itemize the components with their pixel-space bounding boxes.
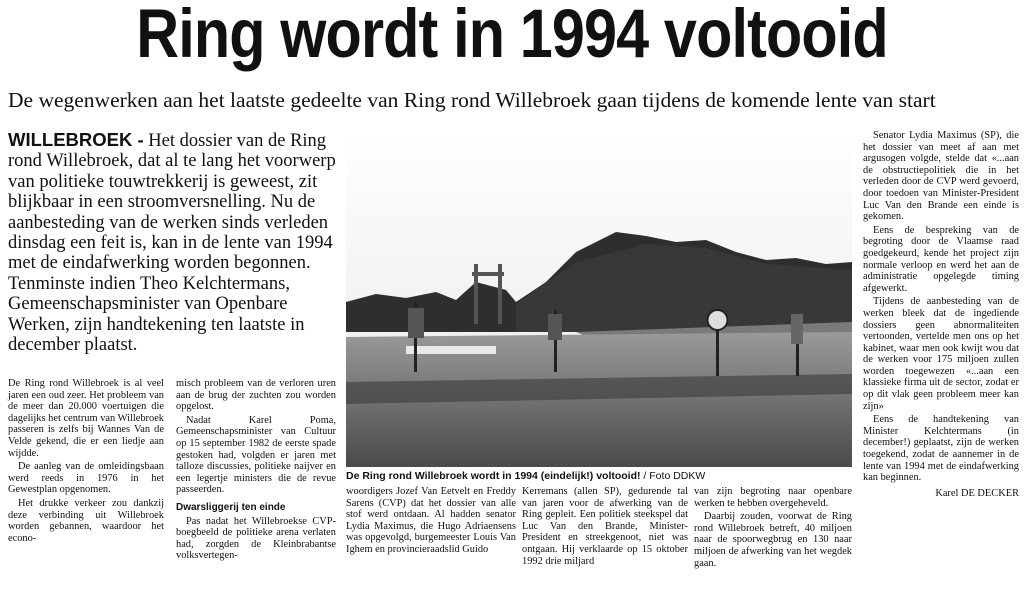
lead-text: Het dossier van de Ring rond Willebroek, dat al te lang het voorwerp van politieke touwtrekkerij is geweest, zit blijkbaar in een stroomversnelling. Nu de aanbesteding van de werken sinds verleden dinsdag een feit is, kan in de lente van 1994 met de eindafwerking worden begonnen. Tenminste indien Theo Kelchtermans, Gemeenschapsminister van Openbare Werken, zijn handtekening ten laatste in december plaatst. <box>8 131 336 356</box>
caption-credit: / Foto DDKW <box>640 470 706 482</box>
paragraph: Eens de handtekening van Minister Kelchtermans (in december!) geplaatst, zijn de werken toegekend, zodat de aannemer in de lente van 1994 met de eindafwerking kan beginnen. <box>863 414 1019 484</box>
photo-image <box>346 132 852 467</box>
paragraph: Het drukke verkeer zou dankzij deze verbinding uit Willebroek worden gebannen, waardoor het econo- <box>8 497 164 544</box>
photo-ring-road <box>346 132 852 467</box>
paragraph: Daarbij zouden, voorwat de Ring rond Willebroek betreft, 40 miljoen naar de spoorwegbrug en 130 naar miljoen de afwerking van het wegdek gaan. <box>694 511 852 569</box>
paragraph: misch probleem van de verloren uren aan de brug der zuchten zou worden opgelost. <box>176 378 336 413</box>
article-column-5 <box>694 486 852 571</box>
paragraph: Nadat Karel Poma, Gemeenschapsminister van Cultuur op 15 september 1982 de eerste spade gestoken had, volgden er jaren met talloze discussies, politieke naijver en een legertje ministers die de revue passeerden. <box>176 414 336 496</box>
paragraph: Kerremans (allen SP), gedurende tal van jaren voor de afwerking van de Ring gepleit. Een politiek steekspel dat Luc Van den Brande, Minister-President en streekgenoot, niet was ontgaan. Hij verklaarde op 15 oktober 1992 drie miljard <box>522 486 688 567</box>
byline: Karel DE DECKER <box>935 487 1019 499</box>
paragraph: Tijdens de aanbesteding van de werken bleek dat de ingediende dossiers geen abnormaliteiten vertoonden, vertelde men ons op het kabinet, waar men ook kwijt wou dat de werken voor 175 miljoen zullen worden toegewezen «...aan een klassieke firma uit de sector, zodat er op dit vlak geen probleem meer kan zijn» <box>863 296 1019 412</box>
caption-title: De Ring rond Willebroek wordt in 1994 (eindelijk!) voltooid! <box>346 470 641 482</box>
paragraph: woordigers Jozef Van Eetvelt en Freddy Sarens (CVP) dat het dossier van alle stof werd ontdaan. Al hadden senator Lydia Maximus, die Hugo Adriaensens was opgevolgd, burgemeester Louis Van Ighem en provincieraadslid Guido <box>346 486 516 555</box>
article-column-1 <box>8 378 164 546</box>
article-column-6 <box>863 130 1019 499</box>
lead-paragraph <box>8 130 338 355</box>
paragraph: De Ring rond Willebroek is al veel jaren een oud zeer. Het probleem van de meer dan 20.000 voertuigen die dagelijks het centrum van Willebroek passeren is zelfs bij Wannes Van de Velde gekend, die er een liedje aan wijdde. <box>8 378 164 459</box>
section-subheading: Dwarsliggerij ten einde <box>176 501 286 513</box>
paragraph: Pas nadat het Willebroekse CVP-boegbeeld de politieke arena verlaten had, zorgden de Kleinbrabantse volksvertegen- <box>176 515 336 562</box>
paragraph: van zijn begroting naar openbare werken te hebben overgeheveld. <box>694 486 852 509</box>
paragraph: Senator Lydia Maximus (SP), die het dossier van meet af aan met argusogen volgde, stelde dat «...aan de obstructiepolitiek die in het verleden door de CVP werd gevoerd, door toedoen van Minister-President Luc Van den Brande een einde is gekomen. <box>863 130 1019 223</box>
headline: Ring wordt in 1994 voltooid <box>136 0 888 72</box>
photo-caption <box>346 470 852 482</box>
dateline: WILLEBROEK - <box>8 129 144 150</box>
article-column-3 <box>346 486 516 558</box>
article-column-2 <box>176 378 336 564</box>
subheadline: De wegenwerken aan het laatste gedeelte van Ring rond Willebroek gaan tijdens de komende lente van start <box>8 88 936 112</box>
paragraph: Eens de bespreking van de begroting door de Vlaamse raad goedgekeurd, kende het project zijn normale verloop en werd het aan de administratie opgelegde timing afgewerkt. <box>863 224 1019 294</box>
paragraph: De aanleg van de omleidingsbaan werd reeds in 1976 in het Gewestplan opgenomen. <box>8 461 164 496</box>
article-column-4 <box>522 486 688 569</box>
